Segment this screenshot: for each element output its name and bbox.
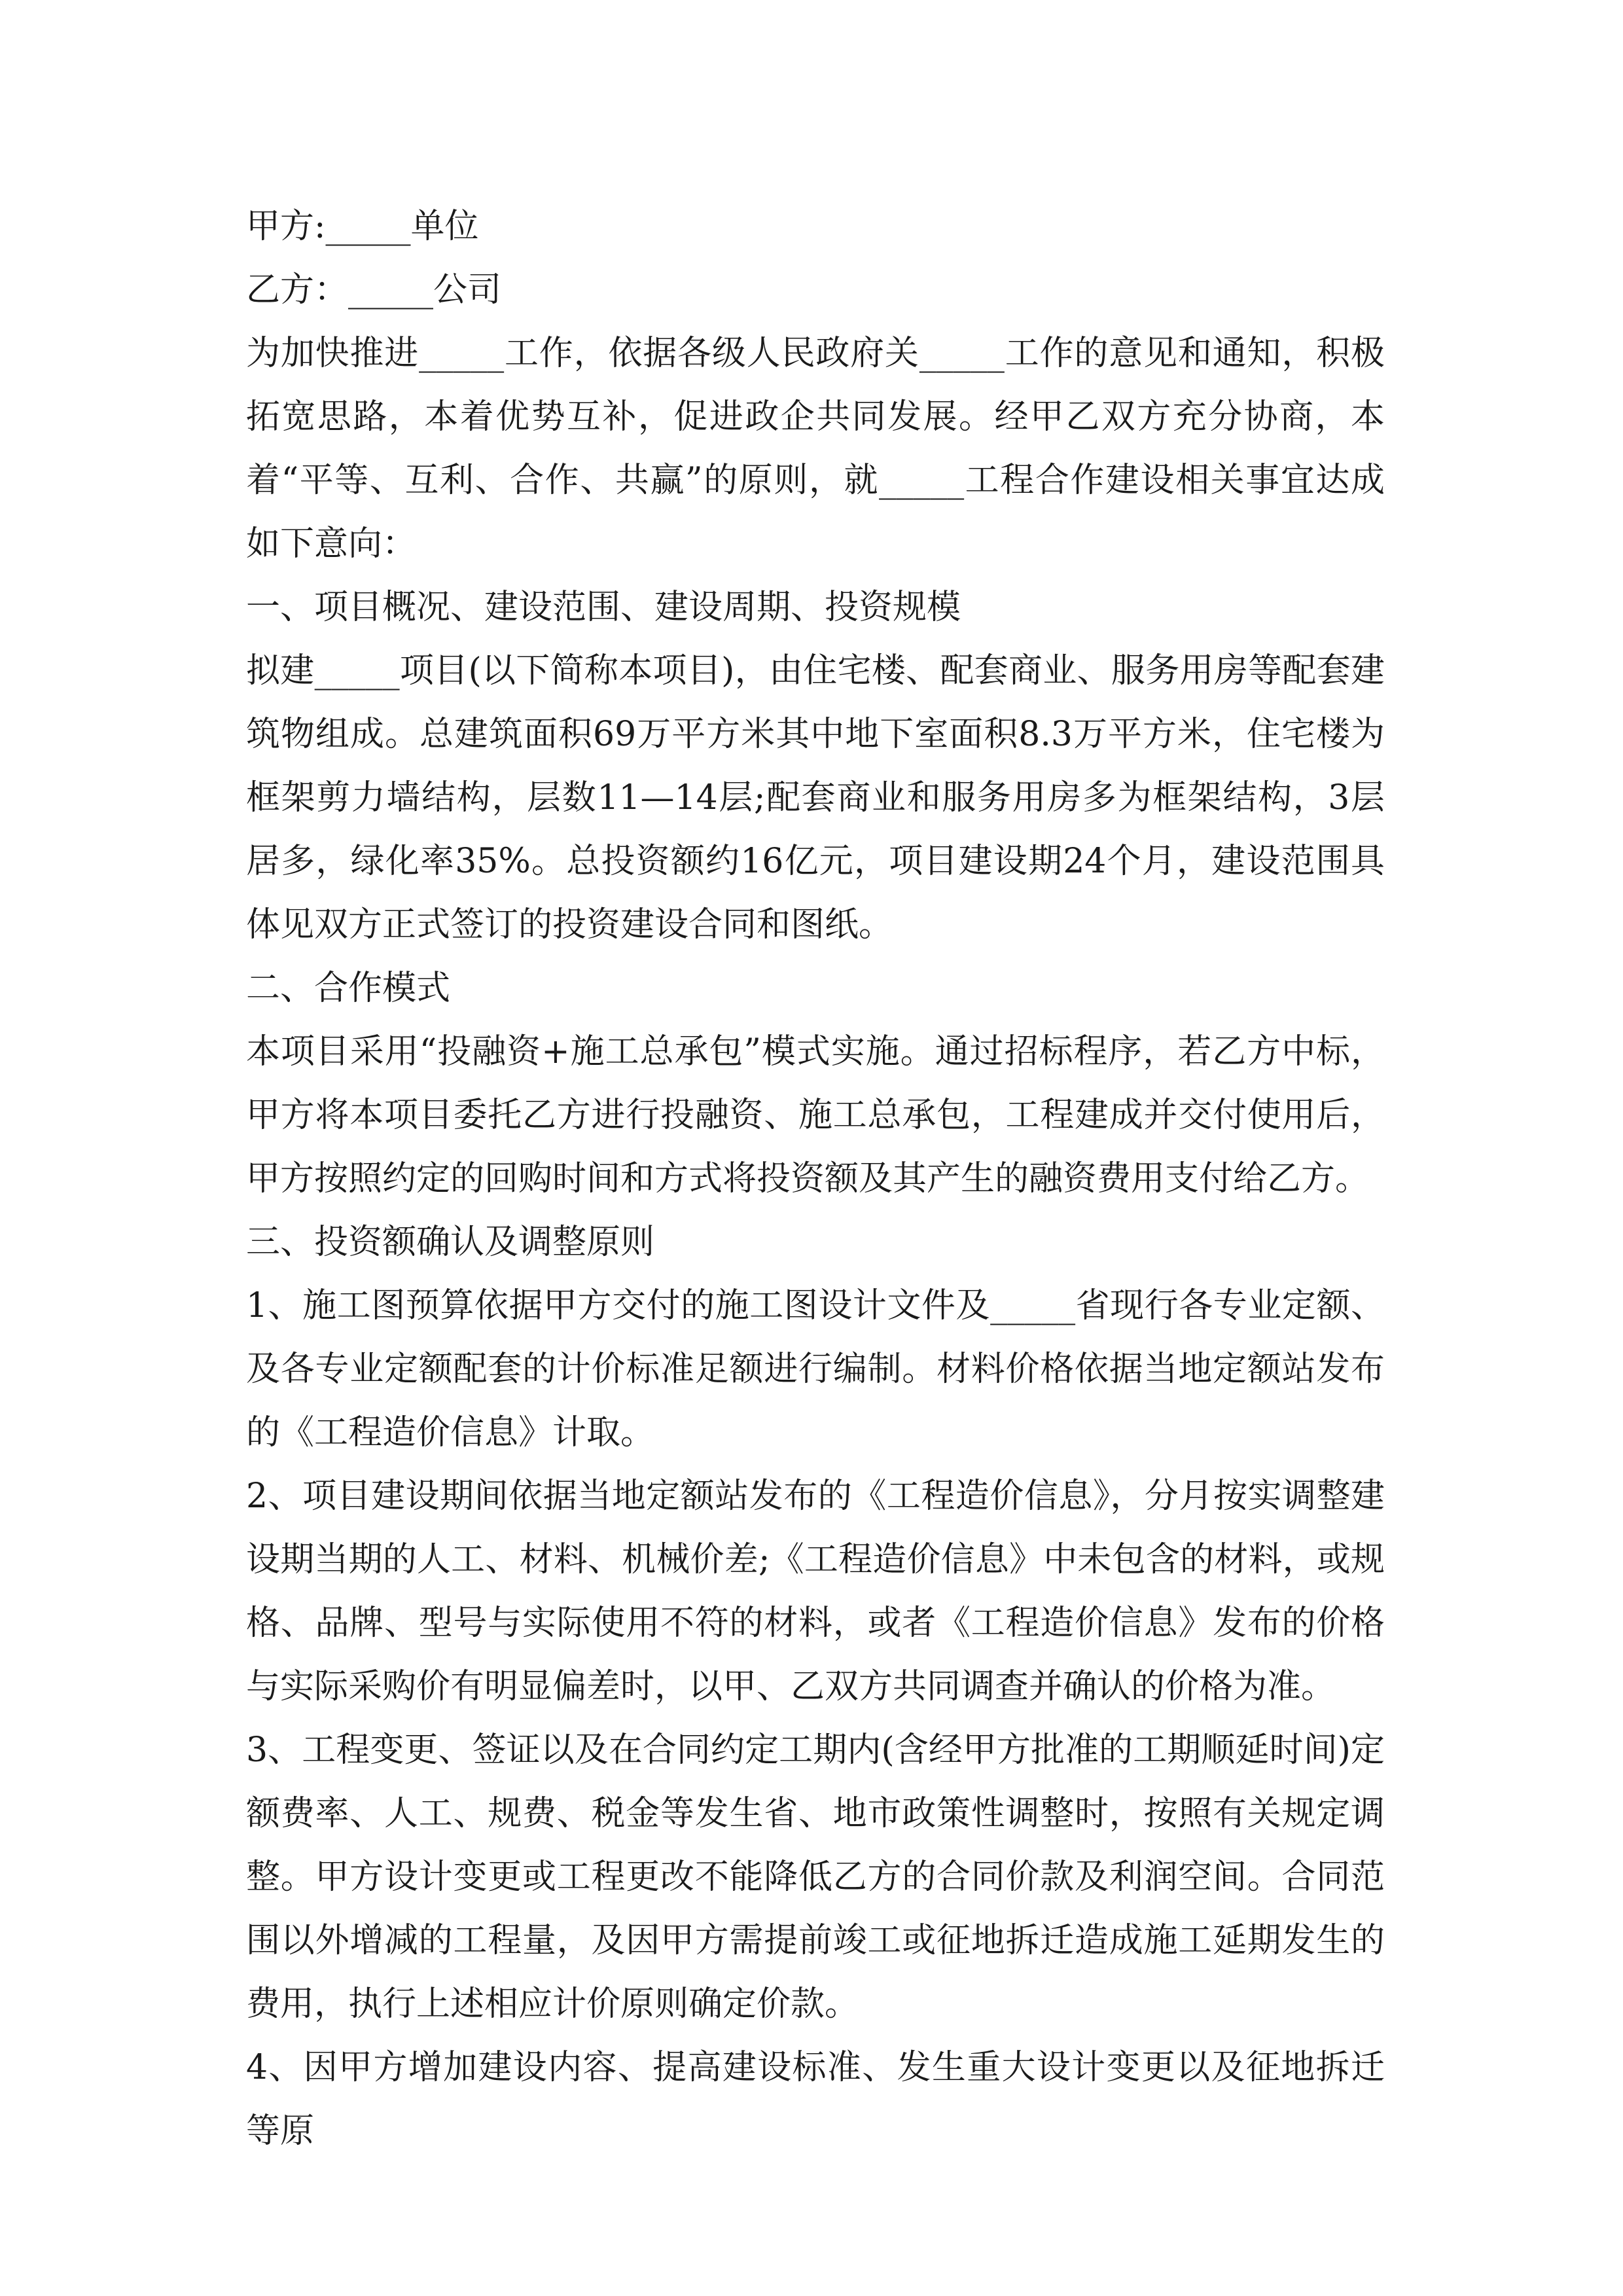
- section-heading-2: 二、合作模式: [246, 969, 451, 1008]
- project-overview-paragraph: 拟建_____项目(以下简称本项目)，由住宅楼、配套商业、服务用房等配套建筑物组成。总建筑面积69万平方米其中地下室面积8.3万平方米，住宅楼为框架剪力墙结构，层数11—14层;配套商业和服务用房多为框架结构，3层居多，绿化率35%。总投资额约16亿元，项目建设期24个月，建设范围具体见双方正式签订的投资建设合同和图纸。: [246, 651, 1385, 944]
- clause-4-paragraph: 4、因甲方增加建设内容、提高建设标准、发生重大设计变更以及征地拆迁等原: [246, 2048, 1385, 2151]
- clause-3-paragraph: 3、工程变更、签证以及在合同约定工期内(含经甲方批准的工期顺延时间)定额费率、人工、规费、税金等发生省、地市政策性调整时，按照有关规定调整。甲方设计变更或工程更改不能降低乙方的合同价款及利润空间。合同范围以外增减的工程量，及因甲方需提前竣工或征地拆迁造成施工延期发生的费用，执行上述相应计价原则确定价款。: [246, 1731, 1385, 2024]
- section-heading-1: 一、项目概况、建设范围、建设周期、投资规模: [246, 588, 961, 627]
- section-heading-3: 三、投资额确认及调整原则: [246, 1223, 655, 1262]
- clause-2-paragraph: 2、项目建设期间依据当地定额站发布的《工程造价信息》，分月按实调整建设期当期的人工、材料、机械价差;《工程造价信息》中未包含的材料，或规格、品牌、型号与实际使用不符的材料，或者《工程造价信息》发布的价格与实际采购价有明显偏差时，以甲、乙双方共同调查并确认的价格为准。: [246, 1477, 1385, 1706]
- preamble-paragraph: 为加快推进_____工作，依据各级人民政府关_____工作的意见和通知，积极拓宽思路，本着优势互补，促进政企共同发展。经甲乙双方充分协商，本着“平等、互利、合作、共赢”的原则，就_____工程合作建设相关事宜达成如下意向：: [246, 334, 1385, 564]
- cooperation-mode-paragraph: 本项目采用“投融资+施工总承包”模式实施。通过招标程序，若乙方中标，甲方将本项目委托乙方进行投融资、施工总承包，工程建成并交付使用后，甲方按照约定的回购时间和方式将投资额及其产生的融资费用支付给乙方。: [246, 1032, 1385, 1198]
- clause-1-paragraph: 1、施工图预算依据甲方交付的施工图设计文件及_____省现行各专业定额、及各专业定额配套的计价标准足额进行编制。材料价格依据当地定额站发布的《工程造价信息》计取。: [246, 1286, 1385, 1452]
- party-b-line: 乙方：_____公司: [246, 270, 502, 310]
- party-a-line: 甲方:_____单位: [246, 207, 479, 246]
- document-body: [246, 195, 1385, 2163]
